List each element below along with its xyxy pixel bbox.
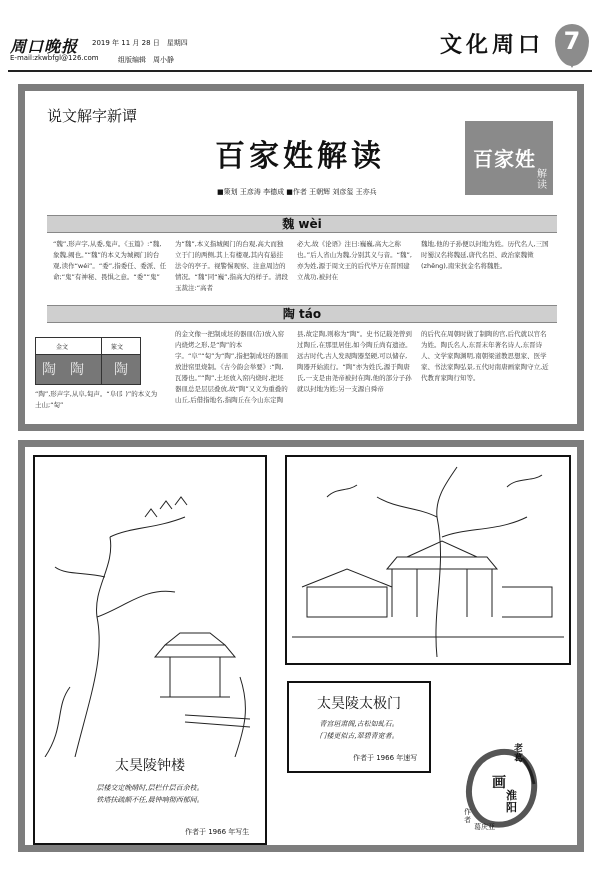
wei-text-col-1: “魏”,形声字,从委,鬼声。《玉篇》:“魏,象魏,阙也。”“魏”的本义为城阙门的台观,读作“wéi”。“委”,指委任、委派、任命;“鬼”有神秘、畏惧之意。“委”“鬼”	[53, 240, 167, 281]
badge-author-name: 葛庆亚	[474, 823, 495, 831]
glyph-table	[35, 337, 141, 385]
bell-tower-poem-line-1: 层楼交定晚晴时,层栏什层百余枝。	[96, 784, 204, 792]
taiji-gate-caption	[287, 681, 431, 773]
tao-text-col-4: 的后代在周朝时做了制陶的官,后代就以官名为姓。陶氏名人,东晋末年著名诗人,东晋诗人、文学家陶渊明,南朝梁道教思想家、医学家、书法家陶弘景,五代时南唐画家陶守立,近代教育家陶行知等。	[421, 330, 549, 382]
page-number-badge	[555, 24, 589, 66]
wei-text-col-3: 必大,故《论语》注曰:巍巍,高大之称也。”后人省山为魏,分别其义与音。“魏”,亦为姓,源于周文王的后代毕万在晋国建立战功,被封在	[297, 240, 412, 281]
glyph-jinwen-2: 陶	[70, 362, 84, 378]
page-number: 7	[563, 27, 581, 55]
glyph-table-separator	[101, 338, 102, 384]
taiji-gate-title: 太昊陵太极门	[317, 696, 401, 712]
tao-text-col-3: 县,故定陶,则称为“陶”。史书记载尧曾到过陶丘,在那里居住,如今陶丘尚有遗迹。远古时代,古人发现陶器坚硬,可以储存,陶器开始流行。“陶”亦为姓氏,源于陶唐氏,一支是由尧帝被封在陶,他的部分子孙就以封地为姓;另一支源自舜帝	[297, 330, 412, 393]
glyph-table-body	[36, 355, 140, 384]
bell-tower-poem-line-2: 铁塔扶疏颇不任,晨钟响彻西郁间。	[96, 796, 204, 804]
bell-tower-title: 太昊陵钟楼	[115, 758, 185, 774]
glyph-zhuanwen: 陶	[114, 362, 128, 378]
issue-date: 2019 年 11 月 28 日 星期四	[92, 39, 188, 47]
glyph-table-head-jinwen: 金文	[56, 344, 69, 351]
column-label: 说文解字新谭	[47, 107, 138, 125]
feature-logo	[465, 121, 553, 195]
contact-email: E-mail:zkwbfgl@126.com	[10, 54, 99, 62]
section-heading-tao: 陶 táo	[282, 307, 322, 321]
badge-top-text: 老葛	[514, 744, 524, 764]
layout-editor: 组版编辑 周小静	[118, 56, 174, 64]
section-heading-wei: 魏 wèi	[282, 217, 322, 231]
feature-title: 百家姓解读	[215, 139, 385, 174]
tao-text-col-2: 的金文像一把制成坯的器皿(缶)放入窑内烧烤之形,是“陶”的本字。“阜”“匋”为“陶”,指把制成坯的器皿放进窑里烧制。《古今韵会举要》:“陶,瓦器也。”“陶”,土坯放入窑内烧时,把坯器皿总是层层叠放,故“陶”又义为重叠的山丘,后借指地名,指陶丘在今山东定陶	[175, 330, 289, 404]
feature-logo-text: 百家姓	[473, 147, 536, 171]
glyph-table-head-zhuanwen: 篆文	[111, 344, 124, 351]
wei-text-col-4: 魏地,他的子孙便以封地为姓。历代名人,三国时蜀汉名将魏延,唐代名臣、政治家魏徵(zhēng),南宋抗金名将魏胜。	[421, 240, 549, 270]
newspaper-logo: 周口晚报	[10, 37, 79, 56]
bell-tower-sketch	[35, 457, 265, 757]
badge-mid-text: 画	[492, 775, 506, 791]
tao-text-col-1: “陶”,形声字,从阜,匋声。“阜(阝)”的本义为土山;“匋”	[35, 390, 158, 409]
bell-tower-credit: 作者于 1966 年写生	[185, 828, 250, 836]
badge-bottom-text: 淮阳	[506, 789, 517, 814]
taiji-gate-poem-line-1: 青宫垣肃阁,古松如虬石。	[319, 720, 399, 728]
section-title: 文化周口	[440, 32, 545, 58]
badge-author-label: 作者	[464, 808, 471, 824]
taiji-gate-sketch	[287, 457, 569, 663]
taiji-gate-credit: 作者于 1966 年速写	[353, 754, 418, 762]
feature-credits: ■策划 王彦涛 李德成 ■作者 王朝辉 刘彦玺 王亦兵	[217, 188, 377, 196]
wei-text-col-2: 为“魏”,本义指城阙门的台观,高大而独立于门的两侧,其上有楼观,其内有悬挂法令的亭子。视警惕观察、注意周边的情况。“魏”同“巍”,指高大的样子。清段玉裁注:“高者	[175, 240, 289, 292]
sketch-panel-bell-tower	[33, 455, 267, 845]
sketch-panel-taiji-gate	[285, 455, 571, 665]
section-heading-bar-wei	[47, 215, 557, 233]
masthead-divider	[8, 70, 592, 72]
feature-logo-subtext: 解读	[537, 169, 547, 191]
section-heading-bar-tao	[47, 305, 557, 323]
glyph-jinwen-1: 陶	[42, 362, 56, 378]
feature-panel	[25, 91, 577, 424]
taiji-gate-poem-line-2: 门楼更似古,翠碧青宽者。	[319, 732, 399, 740]
author-badge	[462, 738, 540, 838]
feature-frame	[18, 84, 584, 431]
